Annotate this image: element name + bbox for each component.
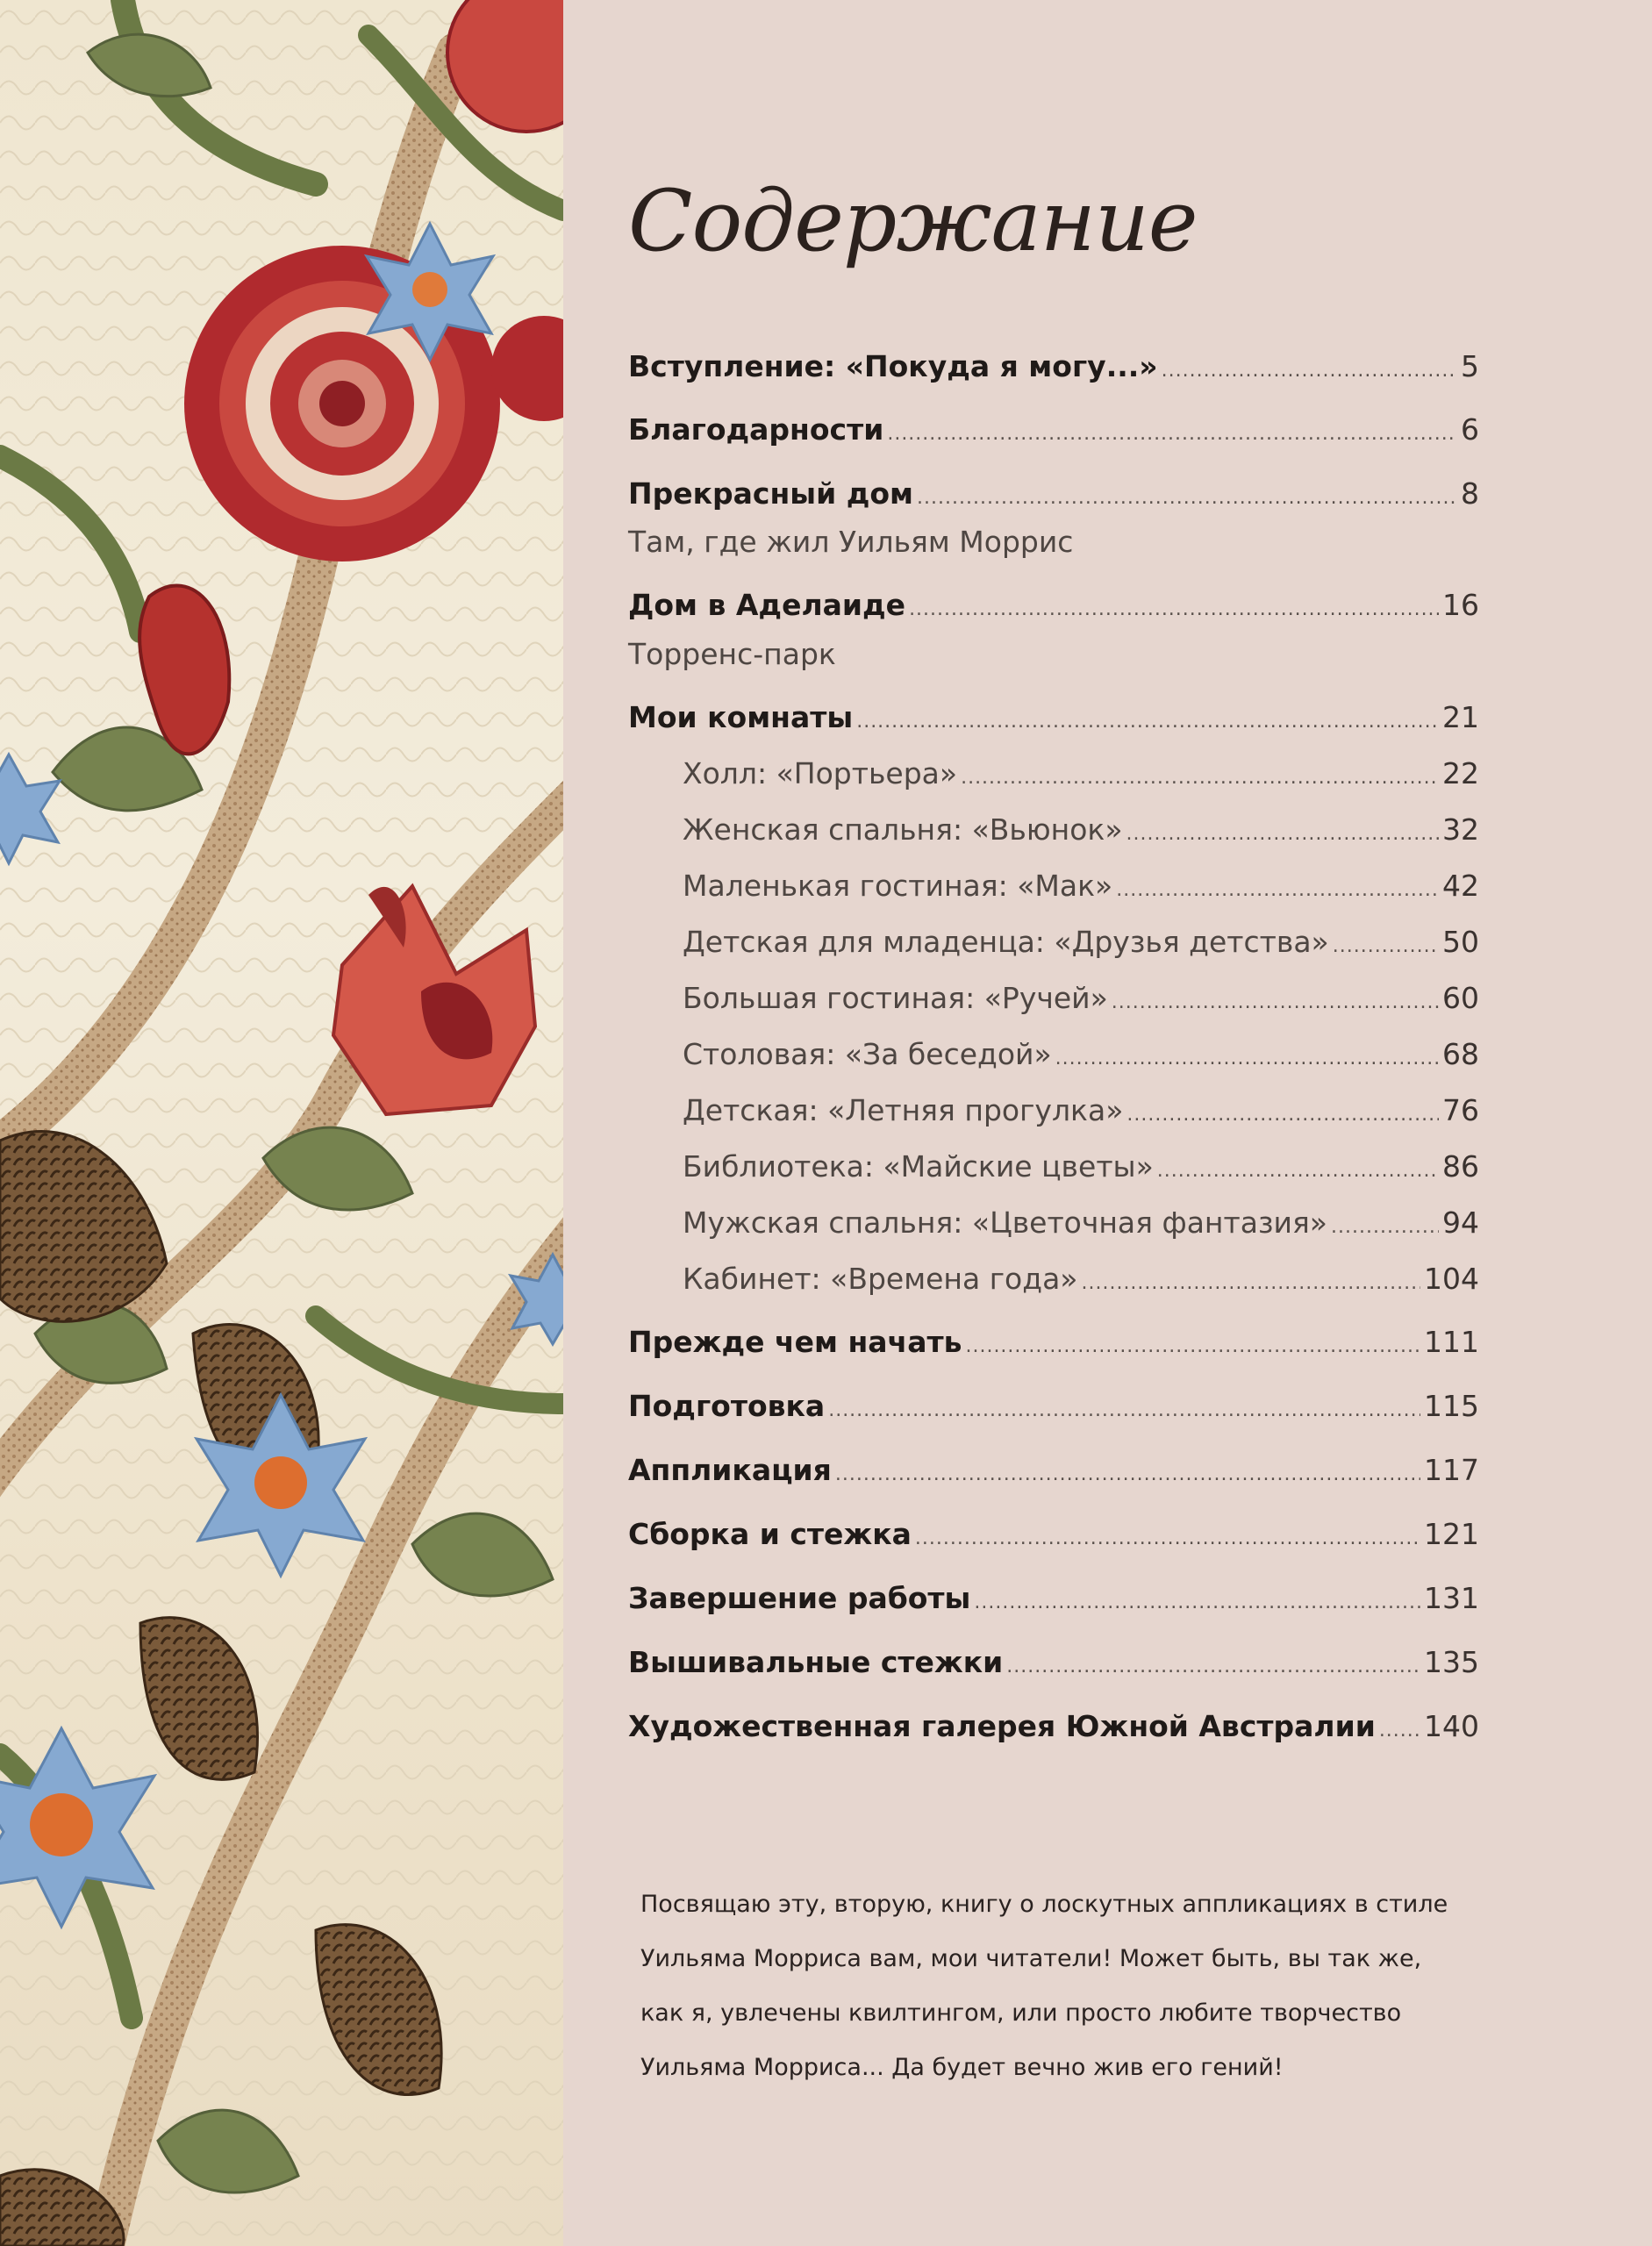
toc-entry-title: Большая гостиная: «Ручей» <box>683 981 1108 1015</box>
toc-entry-page: 140 <box>1424 1709 1479 1743</box>
dot-leader <box>828 1399 1420 1421</box>
toc-entry-page: 135 <box>1424 1645 1479 1679</box>
toc-entry-page: 131 <box>1424 1581 1479 1615</box>
dot-leader <box>1333 935 1439 957</box>
toc-entry-title: Вышивальные стежки <box>628 1645 1004 1679</box>
toc-entry-page: 115 <box>1424 1389 1479 1423</box>
toc-entry-page: 6 <box>1461 412 1479 447</box>
toc-entry[interactable] <box>628 588 1479 622</box>
dedication-line: Уильяма Морриса вам, мои читатели! Может быть, вы так же, <box>640 1945 1422 1972</box>
dot-leader <box>965 1335 1420 1357</box>
toc-entry-page: 104 <box>1424 1262 1479 1296</box>
toc-entry-title: Художественная галерея Южной Австралии <box>628 1709 1376 1743</box>
dot-leader <box>1379 1720 1420 1742</box>
toc-entry-title: Библиотека: «Майские цветы» <box>683 1149 1154 1184</box>
toc-subtitle-text: Там, где жил Уильям Моррис <box>628 525 1074 559</box>
toc-room-entry[interactable] <box>683 981 1479 1015</box>
dot-leader <box>887 423 1457 445</box>
toc-entry-title: Детская: «Летняя прогулка» <box>683 1093 1124 1127</box>
dot-leader <box>974 1592 1420 1613</box>
dot-leader <box>835 1463 1420 1485</box>
toc-entry-page: 16 <box>1442 588 1479 622</box>
toc-entry-page: 121 <box>1424 1517 1479 1551</box>
dot-leader <box>856 711 1439 733</box>
toc-entry-page: 76 <box>1442 1093 1479 1127</box>
toc-entry-title: Мужская спальня: «Цветочная фантазия» <box>683 1205 1327 1240</box>
dot-leader <box>1055 1048 1439 1069</box>
dedication-line: Посвящаю эту, вторую, книгу о лоскутных аппликациях в стиле <box>640 1891 1448 1918</box>
dedication-text <box>640 1878 1465 2095</box>
dedication-line: как я, увлечены квилтингом, или просто любите творчество <box>640 1999 1402 2027</box>
toc-entry[interactable] <box>628 1517 1479 1551</box>
toc-entry[interactable] <box>628 1453 1479 1487</box>
toc-entry-title: Благодарности <box>628 412 884 447</box>
toc-entry[interactable] <box>628 700 1479 734</box>
dot-leader <box>961 767 1439 789</box>
toc-entry-title: Женская спальня: «Вьюнок» <box>683 812 1123 847</box>
toc-entry-title: Прекрасный дом <box>628 476 914 511</box>
toc-entry-page: 21 <box>1442 700 1479 734</box>
quilt-applique-illustration <box>0 0 563 2246</box>
toc-entry-title: Холл: «Портьера» <box>683 756 958 790</box>
toc-entry-page: 32 <box>1442 812 1479 847</box>
toc-entry-title: Столовая: «За беседой» <box>683 1037 1052 1071</box>
toc-entry-title: Прежде чем начать <box>628 1325 962 1359</box>
dot-leader <box>1157 1160 1439 1182</box>
dot-leader <box>1081 1272 1420 1294</box>
toc-entry-page: 94 <box>1442 1205 1479 1240</box>
toc-entry-title: Вступление: «Покуда я могу...» <box>628 349 1158 383</box>
toc-entry[interactable] <box>628 1389 1479 1423</box>
toc-room-entry[interactable] <box>683 756 1479 790</box>
toc-entry-page: 42 <box>1442 869 1479 903</box>
toc-room-entry[interactable] <box>683 1093 1479 1127</box>
toc-entry[interactable] <box>628 349 1479 383</box>
toc-entry[interactable] <box>628 1709 1479 1743</box>
toc-room-entry[interactable] <box>683 1149 1479 1184</box>
toc-entry-page: 117 <box>1424 1453 1479 1487</box>
toc-entry-title: Кабинет: «Времена года» <box>683 1262 1078 1296</box>
toc-entry-subtitle <box>628 525 1479 559</box>
toc-entry-page: 5 <box>1461 349 1479 383</box>
quilt-artwork <box>0 0 563 2246</box>
toc-entry[interactable] <box>628 1325 1479 1359</box>
toc-entry-page: 8 <box>1461 476 1479 511</box>
dot-leader <box>1126 1104 1439 1126</box>
toc-room-entry[interactable] <box>683 925 1479 959</box>
toc-entry-title: Аппликация <box>628 1453 832 1487</box>
dot-leader <box>1116 879 1439 901</box>
toc-entry-page: 86 <box>1442 1149 1479 1184</box>
toc-entry-title: Сборка и стежка <box>628 1517 912 1551</box>
dot-leader <box>917 487 1457 509</box>
dot-leader <box>1006 1656 1420 1677</box>
toc-entry-page: 50 <box>1442 925 1479 959</box>
toc-entry[interactable] <box>628 412 1479 447</box>
toc-entry[interactable] <box>628 1645 1479 1679</box>
toc-entry-page: 68 <box>1442 1037 1479 1071</box>
toc-entry-title: Завершение работы <box>628 1581 971 1615</box>
dot-leader <box>1162 360 1457 382</box>
toc-entry-subtitle <box>628 637 1479 671</box>
toc-entry-title: Маленькая гостиная: «Мак» <box>683 869 1113 903</box>
toc-entry[interactable] <box>628 476 1479 511</box>
toc-entry-title: Дом в Аделаиде <box>628 588 906 622</box>
toc-entry-page: 60 <box>1442 981 1479 1015</box>
toc-entry[interactable] <box>628 1581 1479 1615</box>
toc-room-entry[interactable] <box>683 869 1479 903</box>
dedication-line: Уильяма Морриса... Да будет вечно жив его гений! <box>640 2054 1284 2081</box>
toc-entry-page: 111 <box>1424 1325 1479 1359</box>
toc-room-entry[interactable] <box>683 1262 1479 1296</box>
toc-room-entry[interactable] <box>683 812 1479 847</box>
dot-leader <box>909 598 1439 620</box>
dot-leader <box>1112 991 1439 1013</box>
dot-leader <box>1126 823 1439 845</box>
toc-entry-title: Детская для младенца: «Друзья детства» <box>683 925 1329 959</box>
dot-leader <box>915 1527 1420 1549</box>
toc-entry-title: Подготовка <box>628 1389 826 1423</box>
toc-entry-title: Мои комнаты <box>628 700 854 734</box>
page-title: Содержание <box>628 172 1198 270</box>
toc-entry-page: 22 <box>1442 756 1479 790</box>
dot-leader <box>1331 1216 1439 1238</box>
toc-subtitle-text: Торренс-парк <box>628 637 836 671</box>
toc-room-entry[interactable] <box>683 1037 1479 1071</box>
toc-room-entry[interactable] <box>683 1205 1479 1240</box>
